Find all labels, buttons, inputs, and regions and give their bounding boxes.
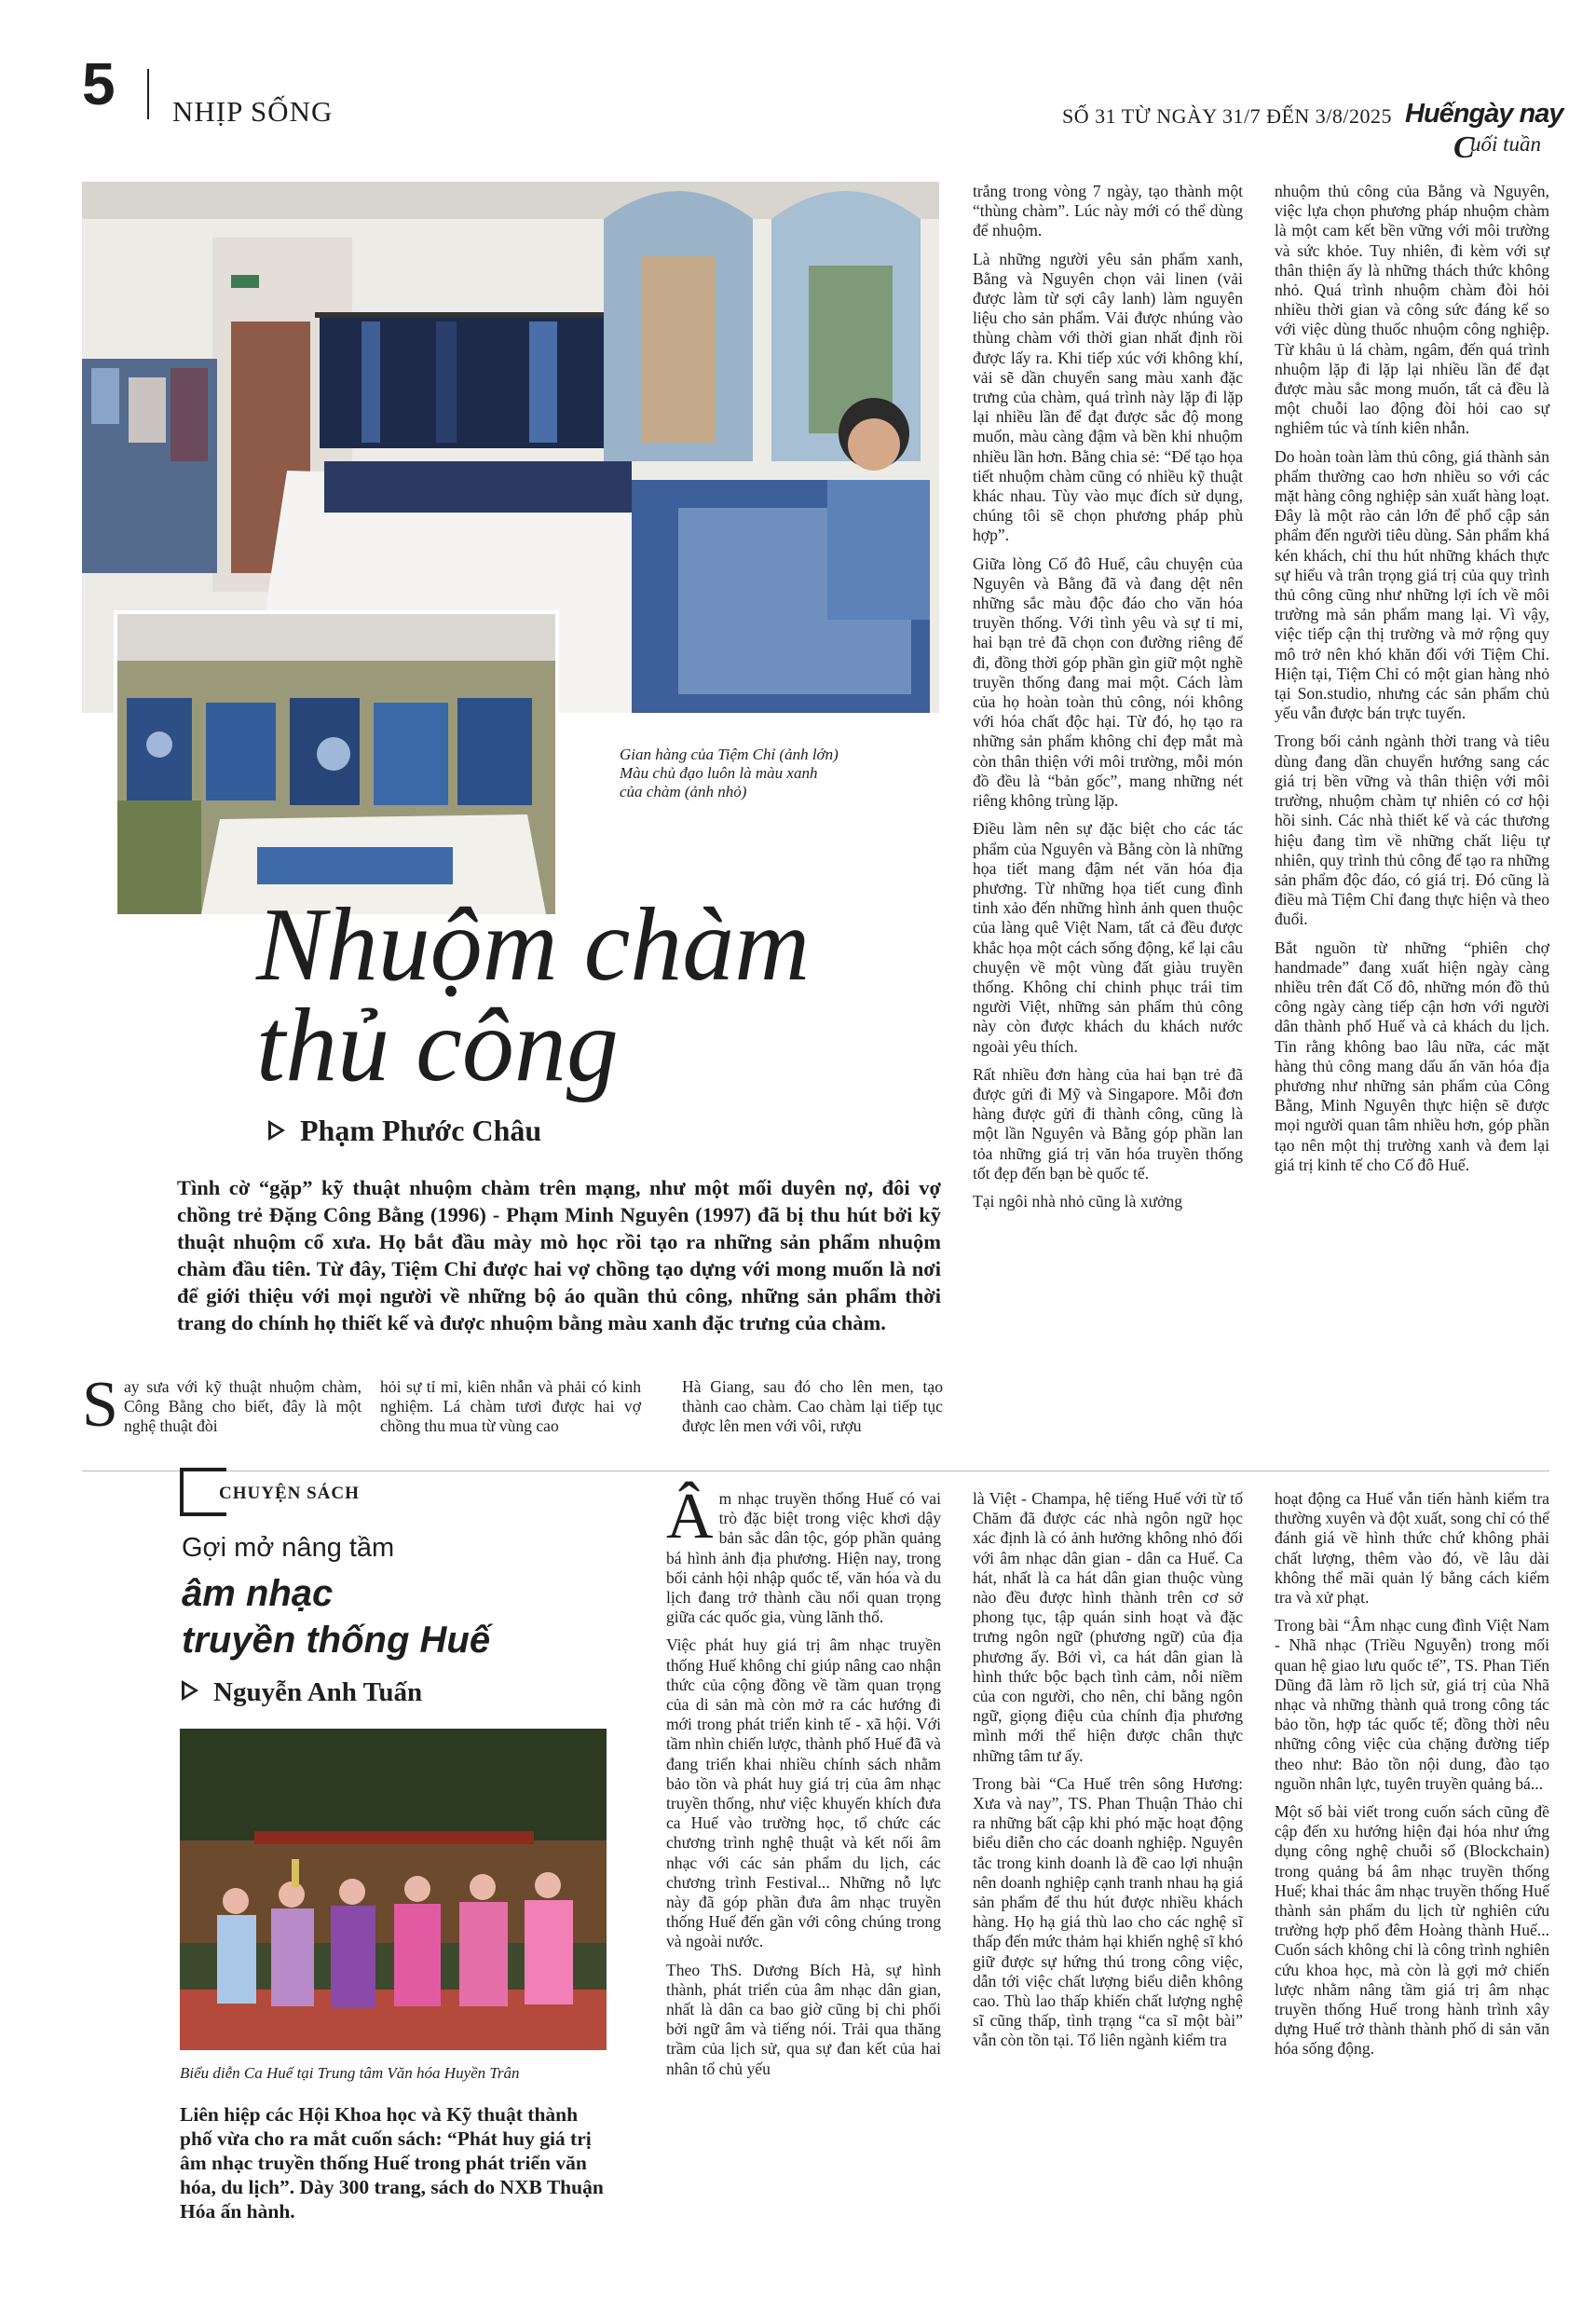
page-number: 5 [82, 50, 116, 117]
masthead-logo-sub: uối tuần [1470, 132, 1542, 156]
body-column-2: hỏi sự tỉ mỉ, kiên nhẫn và phải có kinh nghiệm. Lá chàm tươi được hai vợ chồng thu mua từ vùng cao [380, 1377, 641, 1436]
paragraph: Trong bài “Ca Huế trên sông Hương: Xưa và nay”, TS. Phan Thuận Thảo chỉ ra những bất cập khi phó mặc hoạt động biểu diễn cho các doanh nghiệp. Nguyên tắc trong kinh doanh là đề cao lợi nhuận nên doanh nghiệp cạnh tranh nhau hạ giá sản phẩm để thu hút được nhiều khách hàng. Họ hạ giá thù lao cho các nghệ sĩ thấp đến mức thảm hại khiến nghệ sĩ khó giữ được sự hứng thú trong công việc, dẫn tới việc chất lượng biểu diễn không cao. Thù lao thấp khiến chất lượng nghệ sĩ cũng thấp, tình trạng “ca sĩ một bài” vẫn còn tồn tại. Tổ liên ngành kiểm tra [973, 1773, 1243, 2050]
article2-column-3 [1275, 1489, 1549, 2068]
photo-ca-hue-performance [180, 1729, 607, 2050]
body-column-5 [1275, 182, 1549, 1183]
paragraph: Trong bối cảnh ngành thời trang và tiêu dùng đang dần chuyển hướng sang các giá trị bền vững và thân thiện với môi trường, nhuộm chàm tự nhiên có cơ hội hồi sinh. Các nhà thiết kế và các thương hiệu đang tìm về những chất liệu tự nhiên, quy trình thủ công để tạo ra những sản phẩm độc đáo, có giá trị. Đó cũng là điều mà Tiệm Chỉ đang thực hiện và theo đuổi. [1275, 732, 1549, 929]
paragraph: Việc phát huy giá trị âm nhạc truyền thống Huế không chỉ giúp nâng cao nhận thức của cộng đồng về tầm quan trọng của di sản mà còn mở ra các hướng đi mới trong phát triển kinh tế - xã hội. Với tầm nhìn chiến lược, thành phố Huế đã và đang triển khai nhiều chính sách nhằm bảo tồn và phát huy giá trị của âm nhạc truyền thống, như việc khuyến khích đưa ca Huế vào trường học, tổ chức các chương trình nghệ thuật và kết nối âm nhạc với các sản phẩm du lịch, các chương trình Festival... Những nỗ lực này đã góp phần đưa âm nhạc truyền thống Huế đến gần với công chúng trong và ngoài nước. [666, 1635, 941, 1951]
header-divider [147, 69, 149, 119]
paragraph: Theo ThS. Dương Bích Hà, sự hình thành, phát triển của âm nhạc dân gian, nhất là dân ca bao giờ cũng bị chi phối bởi ngữ âm và tiếng nói. Trải qua thăng trầm của lịch sử, qua sự đan kết của hai nhân tố chủ yếu [666, 1960, 941, 2078]
body-column-1 [82, 1369, 361, 1441]
body-text: m nhạc truyền thống Huế có vai trò đặc biệt trong việc khơi dậy bản sắc dân tộc, góp phần quảng bá hình ảnh địa phương. Hiện nay, trong bối cảnh hội nhập quốc tế, văn hóa và du lịch đang trở thành cầu nối quan trọng giữa các quốc gia, vùng lãnh thổ. [666, 1489, 941, 1627]
article-title: Nhuộm chàm thủ công [256, 887, 811, 1103]
inset-photo-indigo-display [114, 610, 559, 918]
paragraph: nhuộm thủ công của Bằng và Nguyên, việc lựa chọn phương pháp nhuộm chàm là một cam kết bền vững với môi trường và sức khỏe. Tuy nhiên, đi kèm với sự thân thiện ấy là những thách thức không nhỏ. Quá trình nhuộm chàm đòi hỏi nhiều thời gian và công sức đáng kể so với việc dùng thuốc nhuộm công nghiệp. Từ khâu ủ lá chàm, ngâm, đến quá trình nhuộm lặp đi lặp lại nhiều lần để đạt được màu sắc mong muốn, tất cả đều là một chuỗi lao động đòi hỏi cao sự nghiêm túc và tính kiên nhẫn. [1275, 182, 1549, 438]
paragraph: Một số bài viết trong cuốn sách cũng đề cập đến xu hướng hiện đại hóa như ứng dụng công nghệ chuỗi số (Blockchain) trong quảng bá âm nhạc truyền thống Huế; khai thác âm nhạc truyền thống Huế thành sản phẩm du lịch từ nghiên cứu trường hợp phố đêm Hoàng thành Huế... Cuốn sách không chỉ là công trình nghiên cứu khoa học, mà còn là gợi mở chiến lược nhằm nâng tầm giá trị âm nhạc truyền thống Huế trong hành trình xây dựng Huế trở thành thành phố di sản văn hóa sống động. [1275, 1802, 1549, 2059]
paragraph: Rất nhiều đơn hàng của hai bạn trẻ đã được gửi đi Mỹ và Singapore. Mỗi đơn hàng được gửi đi thành công, cũng là một lần Nguyên và Bằng góp phần lan tỏa những giá trị văn hóa truyền thống tốt đẹp đến bạn bè quốc tế. [973, 1064, 1243, 1183]
byline-arrow-icon [268, 1120, 285, 1141]
paragraph: Là những người yêu sản phẩm xanh, Bằng và Nguyên chọn vải linen (vải được làm từ sợi cây lanh) làm nguyên liệu cho sản phẩm. Vải được nhúng vào thùng chàm với thời gian nhất định rồi được lấy ra. Khi tiếp xúc với không khí, vải sẽ dần chuyển sang màu xanh đặc trưng của chàm, quá trình này lặp đi lặp lại nhiều lần để đạt được sắc độ mong muốn, màu càng đậm và bền khi nhuộm nhiều lần hơn. Bằng chia sẻ: “Để tạo họa tiết nhuộm chàm cũng có nhiều kỹ thuật khác nhau. Tùy vào mục đích sử dụng, chúng tôi sẽ chọn phương pháp phù hợp”. [973, 249, 1243, 545]
article-byline [268, 1114, 541, 1148]
photo-caption-shop: Gian hàng của Tiệm Chỉ (ảnh lớn) Màu chủ đạo luôn là màu xanh của chàm (ảnh nhỏ) [620, 746, 839, 800]
article2-lead: Liên hiệp các Hội Khoa học và Kỹ thuật thành phố vừa cho ra mắt cuốn sách: “Phát huy giá trị âm nhạc truyền thống Huế trong phát triển văn hóa, du lịch”. Dày 300 trang, sách do NXB Thuận Hóa ấn hành. [180, 2103, 604, 2223]
paragraph: Do hoàn toàn làm thủ công, giá thành sản phẩm thường cao hơn nhiều so với các mặt hàng công nghiệp sản xuất hàng loạt. Đây là một rào cản lớn để phổ cập sản phẩm đến người tiêu dùng. Sản phẩm khá kén khách, chỉ thu hút những khách thực sự hiểu và trân trọng giá trị của quy trình thủ công cũng như những lợi ích về môi trường mà sản phẩm mang lại. Vì vậy, việc tiếp cận thị trường và mở rộng quy mô trở nên khó khăn đối với Tiệm Chỉ. Hiện tại, Tiệm Chỉ có một gian hàng nhỏ tại Son.studio, nhưng các sản phẩm chủ yếu vẫn được bán trực tuyến. [1275, 446, 1549, 723]
issue-info: SỐ 31 TỪ NGÀY 31/7 ĐẾN 3/8/2025 [1062, 104, 1393, 128]
paragraph: Trong bài “Âm nhạc cung đình Việt Nam - Nhã nhạc (Triều Nguyễn) trong mối quan hệ giao lưu quốc tế”, TS. Phan Tiến Dũng đã làm rõ lịch sử, giá trị của Nhã nhạc và những thành quả trong công tác bảo tồn, hợp tác quốc tế; đồng thời nêu những công việc của chặng đường tiếp theo như: Bảo tồn nội dung, đào tạo nguồn nhân lực, tuyên truyền quảng bá... [1275, 1616, 1549, 1793]
paragraph: Điều làm nên sự đặc biệt cho các tác phẩm của Nguyên và Bằng còn là những họa tiết mang đậm nét văn hóa địa phương. Từ những họa tiết cung đình tinh xảo đến những hình ảnh quen thuộc của làng quê Việt Nam, tất cả đều được khắc họa một cách sống động, kể lại câu chuyện về một vùng đất giàu truyền thống. Không chỉ chinh phục trái tim người Việt, những sản phẩm thủ công này còn được khách du khách nước ngoài yêu thích. [973, 819, 1243, 1056]
photo-caption-performance: Biểu diễn Ca Huế tại Trung tâm Văn hóa Huyền Trân [180, 2064, 520, 2082]
body-text: ay sưa với kỹ thuật nhuộm chàm, Công Bằng cho biết, đây là một nghệ thuật đòi [123, 1377, 361, 1436]
article2-title: âm nhạc truyền thống Huế [182, 1573, 491, 1661]
paragraph [666, 1481, 941, 1627]
paragraph: Tại ngôi nhà nhỏ cũng là xưởng [973, 1191, 1183, 1211]
paragraph: hoạt động ca Huế vẫn tiến hành kiểm tra thường xuyên và đột xuất, song chỉ có thể đánh giá về hình thức chứ không phải chất lượng, thêm vào đó, về lâu dài không thể mãi quản lý bằng cách kiểm tra và xử phạt. [1275, 1489, 1549, 1607]
dropcap: Â [666, 1481, 714, 1553]
article2-subtitle: Gợi mở nâng tầm [182, 1533, 395, 1563]
paragraph: là Việt - Champa, hệ tiếng Huế với từ tố Chăm đã được các nhà ngôn ngữ học xác định là có ảnh hưởng không nhỏ đối với âm nhạc dân gian - dân ca Huế. Ca hát, nhất là ca hát dân gian thuộc vùng nào đều được hình thành trên cơ sở phong tục, tập quán sinh hoạt và đặc trưng ngôn ngữ (phương ngữ) của địa phương ấy. Bởi vì, ca hát dân gian là hình thức bộc bạch tình cảm, nỗi niềm của con người, cho nên, chỉ bằng ngôn ngữ, giọng điệu của chính địa phương mình mới thể hiện được chân thực những tâm tư ấy. [973, 1489, 1243, 1765]
section-title: NHỊP SỐNG [172, 95, 334, 128]
body-column-3: Hà Giang, sau đó cho lên men, tạo thành cao chàm. Cao chàm lại tiếp tục được lên men với vôi, rượu [682, 1377, 943, 1436]
kicker-label: CHUYỆN SÁCH [219, 1484, 360, 1503]
paragraph: trắng trong vòng 7 ngày, tạo thành một “thùng chàm”. Lúc này mới có thể dùng để nhuộm. [973, 182, 1243, 240]
masthead-logo: Huếngày nay [1405, 99, 1563, 129]
byline-arrow-icon [182, 1680, 198, 1701]
byline-author: Phạm Phước Châu [300, 1114, 542, 1147]
article2-column-1 [666, 1481, 941, 2087]
body-column-4 [973, 182, 1243, 1220]
byline-author: Nguyễn Anh Tuấn [213, 1677, 423, 1707]
article-lead: Tình cờ “gặp” kỹ thuật nhuộm chàm trên mạng, như một mối duyên nợ, đôi vợ chồng trẻ Đặng Công Bằng (1996) - Phạm Minh Nguyên (1997) đã bị thu hút bởi kỹ thuật nhuộm cổ xưa. Họ bắt đầu mày mò học rồi tạo ra những sản phẩm nhuộm chàm đầu tiên. Từ đây, Tiệm Chỉ được hai vợ chồng tạo dựng với mong muốn là nơi để giới thiệu với mọi người về những bộ áo quần thủ công, những sản phẩm thời trang do chính họ thiết kế và được nhuộm bằng màu xanh đặc trưng của chàm. [177, 1176, 941, 1334]
article2-byline [182, 1677, 422, 1708]
paragraph: Giữa lòng Cố đô Huế, câu chuyện của Nguyên và Bằng đã và đang dệt nên những sắc màu độc đáo cho văn hóa truyền thống. Với tình yêu và sự tỉ mỉ, hai bạn trẻ đã chọn con đường riêng để đi, đồng thời góp phần gìn giữ một nghề truyền thống đang mai một. Cách làm của họ hoàn toàn thủ công, nói không với hóa chất độc hại. Từ đó, họ tạo ra những sản phẩm không chỉ đẹp mắt mà còn thân thiện với môi trường, mỗi món đồ đều là “bản gốc”, mang những nét riêng không trùng lặp. [973, 554, 1243, 811]
dropcap: S [82, 1369, 118, 1441]
masthead-logo-c: C [1453, 130, 1475, 165]
article2-column-2 [973, 1489, 1243, 2059]
paragraph: Bắt nguồn từ những “phiên chợ handmade” đang xuất hiện ngày càng nhiều trên đất Cố đô, những món đồ thủ công ngày càng tiếp cận hơn với người dân thành phố Huế và cả khách du lịch. Tin rằng không bao lâu nữa, các mặt hàng thủ công mang dấu ấn văn hóa địa phương như những sản phẩm của Công Bằng, Minh Nguyên thực hiện sẽ được mọi người quan tâm nhiều hơn, góp phần tạo nên một thị trường xanh và đem lại giá trị kinh tế cho Cố đô Huế. [1275, 937, 1549, 1174]
